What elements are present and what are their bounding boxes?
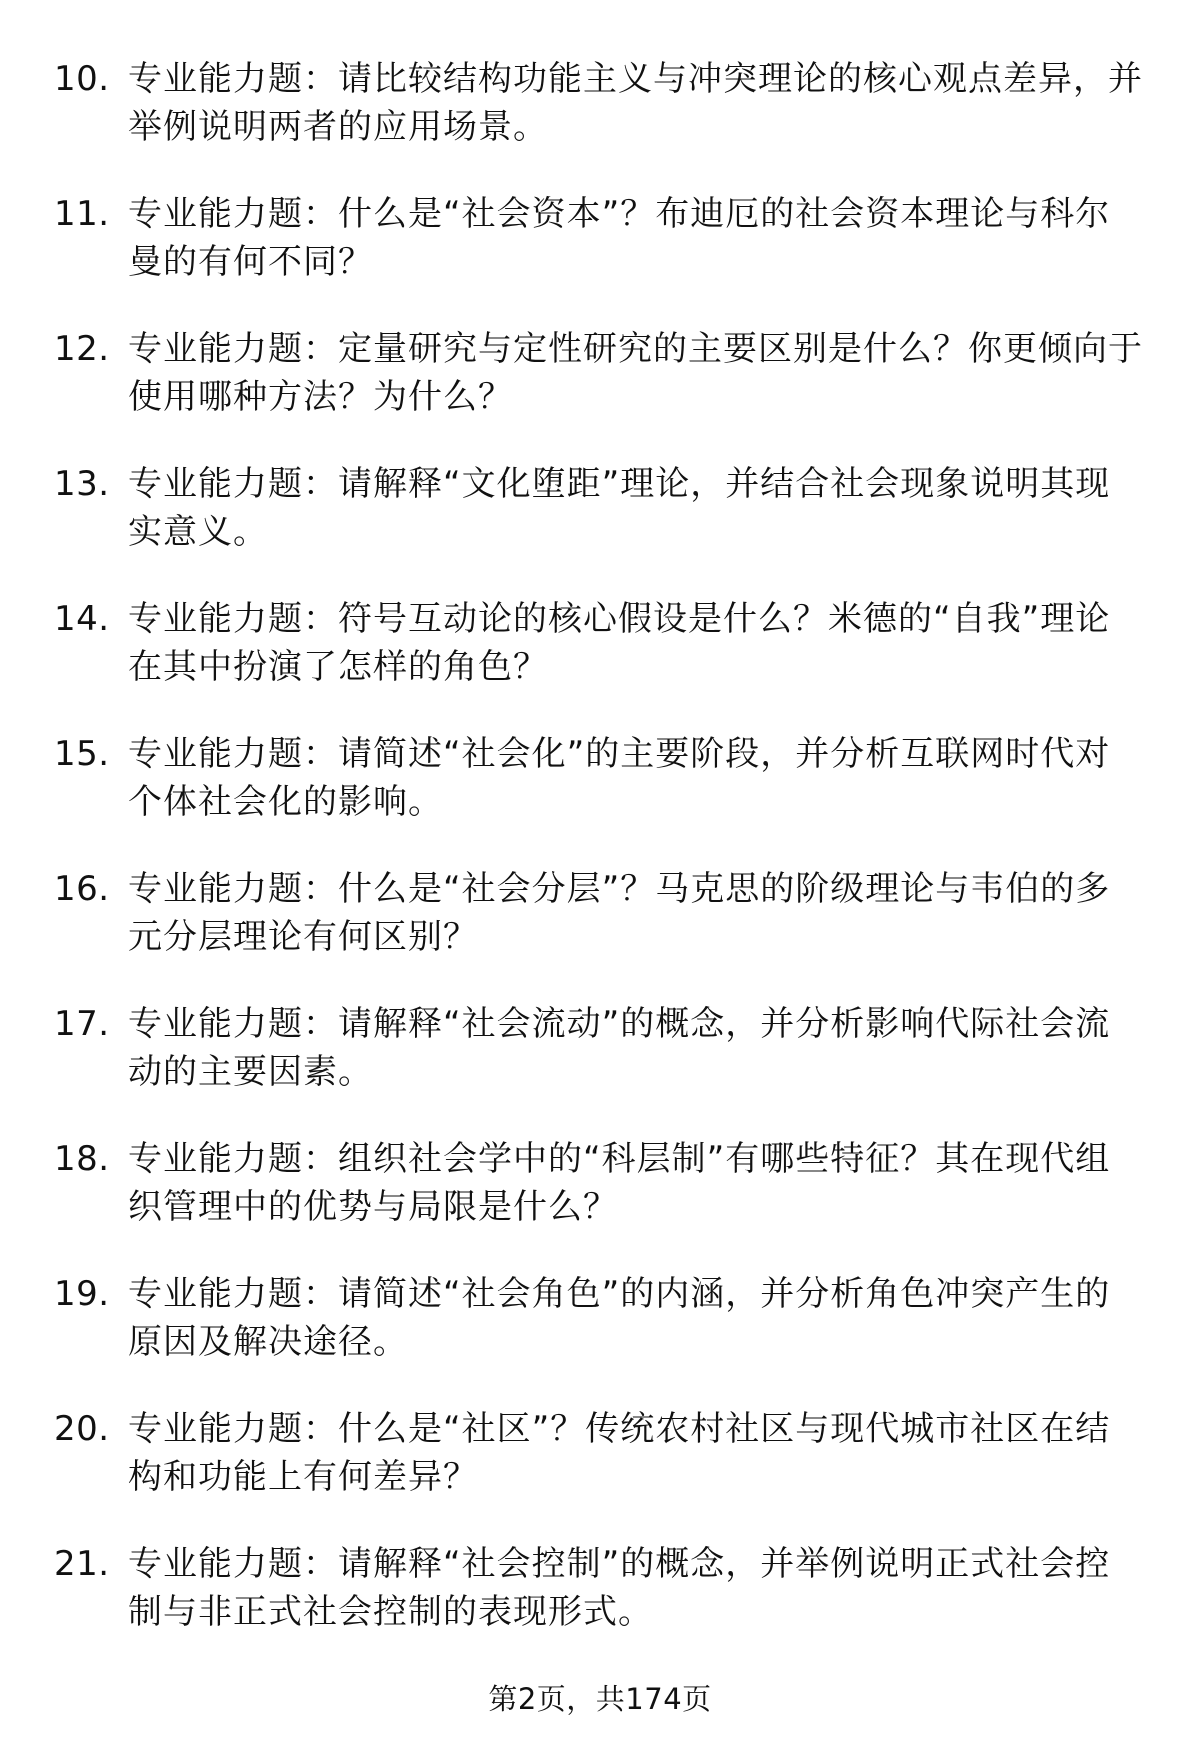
question-item-10 bbox=[54, 55, 1144, 151]
question-number: 16. bbox=[54, 869, 110, 909]
question-text: 专业能力题：什么是“社会分层”？马克思的阶级理论与韦伯的多元分层理论有何区别？ bbox=[128, 869, 1111, 957]
question-number: 18. bbox=[54, 1139, 110, 1179]
question-item-20 bbox=[54, 1405, 1144, 1501]
question-item-15 bbox=[54, 730, 1144, 826]
question-number: 20. bbox=[54, 1409, 110, 1449]
question-text: 专业能力题：请解释“社会流动”的概念，并分析影响代际社会流动的主要因素。 bbox=[128, 1004, 1111, 1092]
question-text: 专业能力题：请解释“社会控制”的概念，并举例说明正式社会控制与非正式社会控制的表现形式。 bbox=[128, 1544, 1111, 1632]
question-number: 15. bbox=[54, 734, 110, 774]
question-item-13 bbox=[54, 460, 1144, 556]
question-item-19 bbox=[54, 1270, 1144, 1366]
question-item-14 bbox=[54, 595, 1144, 691]
question-text: 专业能力题：定量研究与定性研究的主要区别是什么？你更倾向于使用哪种方法？为什么？ bbox=[128, 329, 1143, 417]
question-number: 19. bbox=[54, 1274, 110, 1314]
question-number: 10. bbox=[54, 59, 110, 99]
question-item-18 bbox=[54, 1135, 1144, 1231]
question-number: 14. bbox=[54, 599, 110, 639]
question-item-11 bbox=[54, 190, 1144, 286]
question-list bbox=[54, 55, 1144, 1675]
question-text: 专业能力题：请简述“社会化”的主要阶段，并分析互联网时代对个体社会化的影响。 bbox=[128, 734, 1111, 822]
question-text: 专业能力题：什么是“社区”？传统农村社区与现代城市社区在结构和功能上有何差异？ bbox=[128, 1409, 1111, 1497]
question-text: 专业能力题：符号互动论的核心假设是什么？米德的“自我”理论在其中扮演了怎样的角色？ bbox=[128, 599, 1111, 687]
question-text: 专业能力题：请解释“文化堕距”理论，并结合社会现象说明其现实意义。 bbox=[128, 464, 1111, 552]
question-number: 13. bbox=[54, 464, 110, 504]
question-number: 21. bbox=[54, 1544, 110, 1584]
question-text: 专业能力题：请简述“社会角色”的内涵，并分析角色冲突产生的原因及解决途径。 bbox=[128, 1274, 1111, 1362]
page-number-footer: 第2页，共174页 bbox=[488, 1682, 712, 1716]
question-item-21 bbox=[54, 1540, 1144, 1636]
question-number: 12. bbox=[54, 329, 110, 369]
question-number: 11. bbox=[54, 194, 110, 234]
question-text: 专业能力题：请比较结构功能主义与冲突理论的核心观点差异，并举例说明两者的应用场景。 bbox=[128, 59, 1143, 147]
question-item-17 bbox=[54, 1000, 1144, 1096]
question-text: 专业能力题：什么是“社会资本”？布迪厄的社会资本理论与科尔曼的有何不同？ bbox=[128, 194, 1111, 282]
question-item-16 bbox=[54, 865, 1144, 961]
question-item-12 bbox=[54, 325, 1144, 421]
question-number: 17. bbox=[54, 1004, 110, 1044]
question-text: 专业能力题：组织社会学中的“科层制”有哪些特征？其在现代组织管理中的优势与局限是什么？ bbox=[128, 1139, 1111, 1227]
